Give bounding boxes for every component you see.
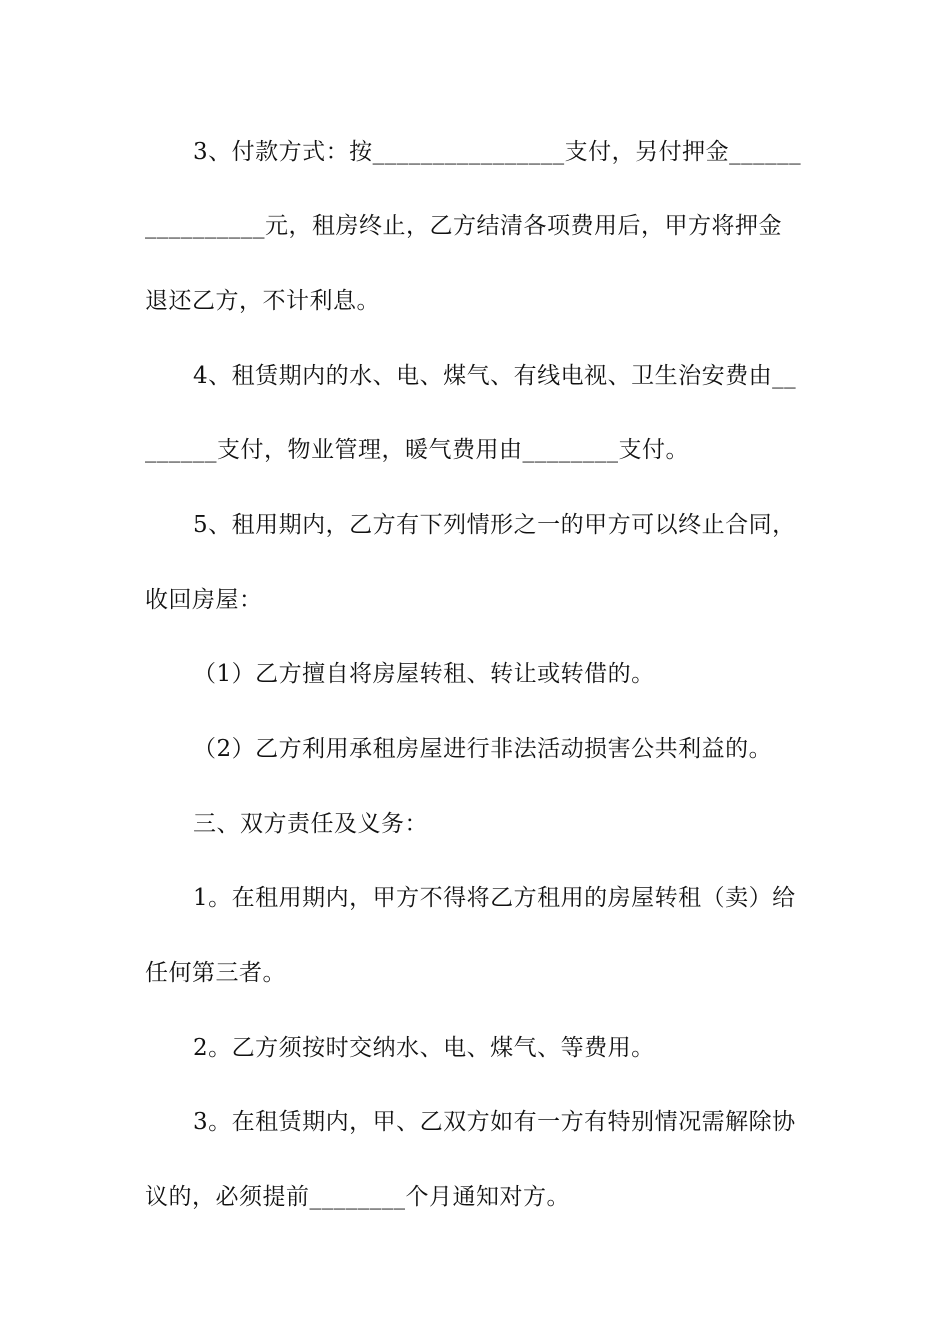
clause-3-payment-line-2: __________元，租房终止，乙方结清各项费用后，甲方将押金 [145,213,782,239]
duty-1-line-1: 1。在租用期内，甲方不得将乙方租用的房屋转租（卖）给 [193,885,796,911]
section-3-heading: 三、双方责任及义务： [193,811,428,837]
duty-2-line-1: 2。乙方须按时交纳水、电、煤气、等费用。 [193,1035,655,1061]
clause-4-utilities-line-1: 4、租赁期内的水、电、煤气、有线电视、卫生治安费由__ [193,363,797,389]
clause-5-item-2: （2）乙方利用承租房屋进行非法活动损害公共利益的。 [193,736,773,762]
clause-5-termination-line-1: 5、租用期内，乙方有下列情形之一的甲方可以终止合同， [193,512,796,538]
duty-3-line-1: 3。在租赁期内，甲、乙双方如有一方有特别情况需解除协 [193,1109,796,1135]
duty-3-line-2: 议的，必须提前________个月通知对方。 [145,1184,570,1210]
clause-3-payment-line-1: 3、付款方式：按________________支付，另付押金______ [193,139,802,165]
clause-4-utilities-line-2: ______支付，物业管理，暖气费用由________支付。 [145,437,689,463]
clause-5-termination-line-2: 收回房屋： [145,587,263,613]
duty-1-line-2: 任何第三者。 [145,960,286,986]
clause-5-item-1: （1）乙方擅自将房屋转租、转让或转借的。 [193,661,655,687]
clause-3-payment-line-3: 退还乙方，不计利息。 [145,288,380,314]
